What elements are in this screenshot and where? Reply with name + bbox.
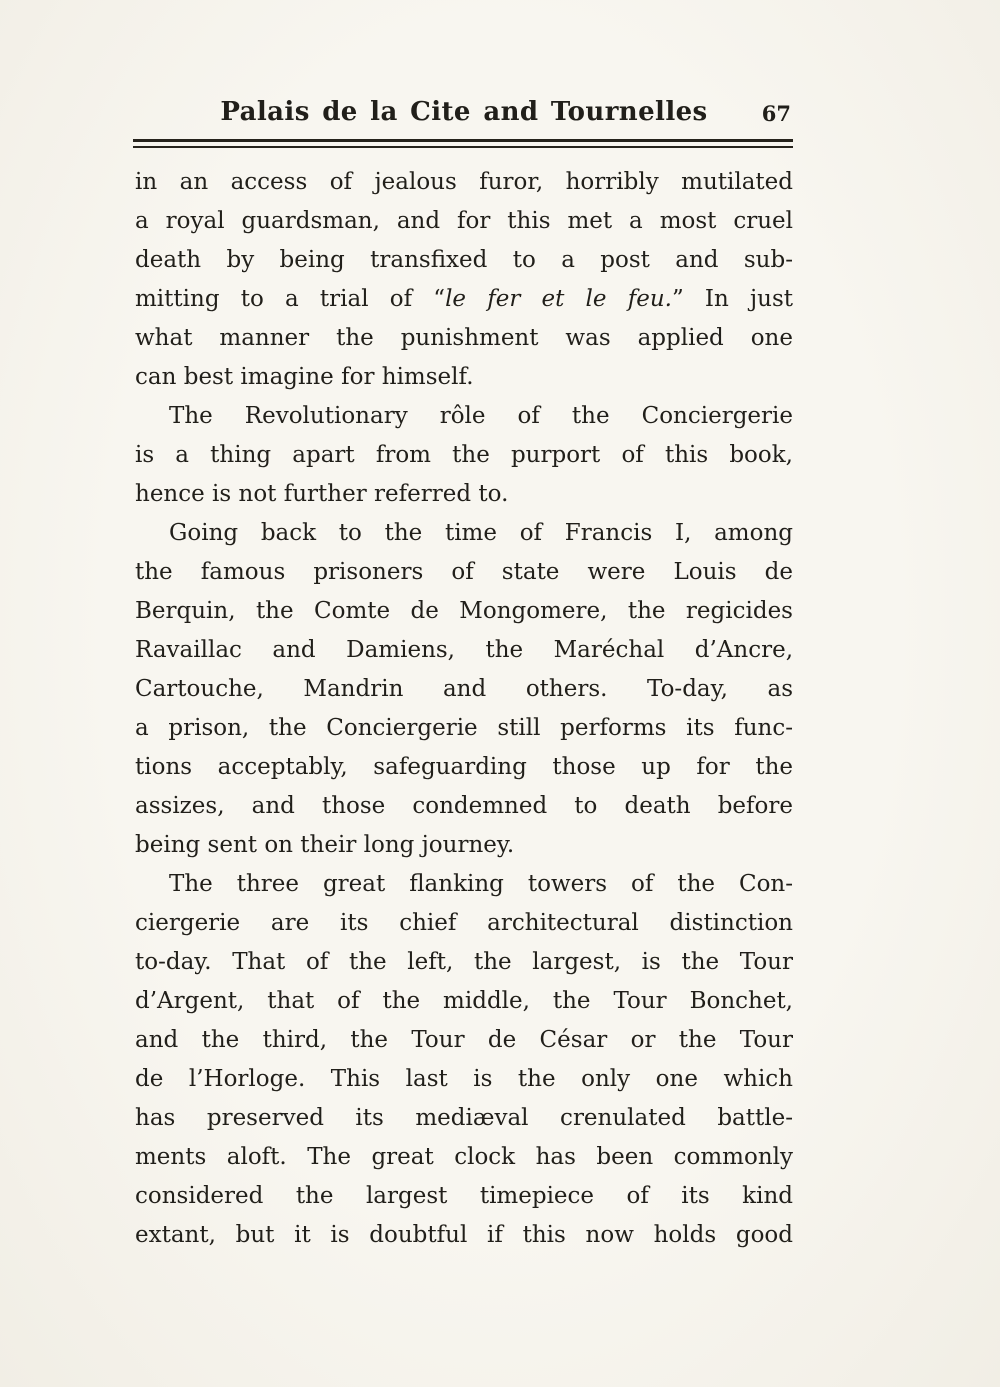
double-rule (133, 139, 793, 148)
text-line: tions acceptably, safeguarding those up for the (135, 754, 793, 780)
text-line: to-day. That of the left, the largest, is the Tour (135, 949, 793, 975)
text-line: hence is not further referred to. (135, 481, 509, 507)
text-line: de l’Horloge. This last is the only one which (135, 1066, 793, 1092)
text-line: Berquin, the Comte de Mongomere, the regicides (135, 598, 793, 624)
text-line: is a thing apart from the purport of this book, (135, 442, 793, 468)
text-line: and the third, the Tour de César or the Tour (135, 1027, 793, 1053)
paragraph-3 (135, 514, 793, 865)
text-line: a prison, the Conciergerie still performs its func- (135, 715, 793, 741)
text-line: death by being transfixed to a post and sub- (135, 247, 793, 273)
text-line: what manner the punishment was applied one (135, 325, 793, 351)
text-line: Going back to the time of Francis I, among (169, 520, 793, 546)
page-number: 67 (761, 101, 791, 126)
text-line: ciergerie are its chief architectural distinction (135, 910, 793, 936)
text-line: has preserved its mediæval crenulated battle- (135, 1105, 793, 1131)
text-line: in an access of jealous furor, horribly mutilated (135, 169, 793, 195)
body-text (135, 163, 793, 1255)
text-line: d’Argent, that of the middle, the Tour Bonchet, (135, 988, 793, 1014)
text-line: The three great flanking towers of the Con- (169, 871, 793, 897)
text-segment: mitting to a trial of “ (135, 286, 446, 312)
paragraph-2 (135, 397, 793, 514)
text-line: a royal guardsman, and for this met a most cruel (135, 208, 793, 234)
text-line: Ravaillac and Damiens, the Maréchal d’Ancre, (135, 637, 793, 663)
page-header (135, 97, 793, 133)
text-line: considered the largest timepiece of its kind (135, 1183, 793, 1209)
text-line: being sent on their long journey. (135, 832, 515, 858)
text-line (135, 280, 793, 319)
text-line: can best imagine for himself. (135, 364, 474, 390)
text-line: the famous prisoners of state were Louis de (135, 559, 793, 585)
text-segment: ” In just (671, 286, 793, 312)
running-title: Palais de la Cite and Tournelles (220, 97, 708, 127)
text-line: assizes, and those condemned to death before (135, 793, 793, 819)
text-line: Cartouche, Mandrin and others. To-day, as (135, 676, 793, 702)
paragraph-4 (135, 865, 793, 1255)
paragraph-1 (135, 163, 793, 397)
italic-phrase: le fer et le feu. (445, 286, 672, 312)
text-line: extant, but it is doubtful if this now holds good (135, 1222, 793, 1248)
text-line: The Revolutionary rôle of the Conciergerie (169, 403, 793, 429)
text-line: ments aloft. The great clock has been commonly (135, 1144, 793, 1170)
